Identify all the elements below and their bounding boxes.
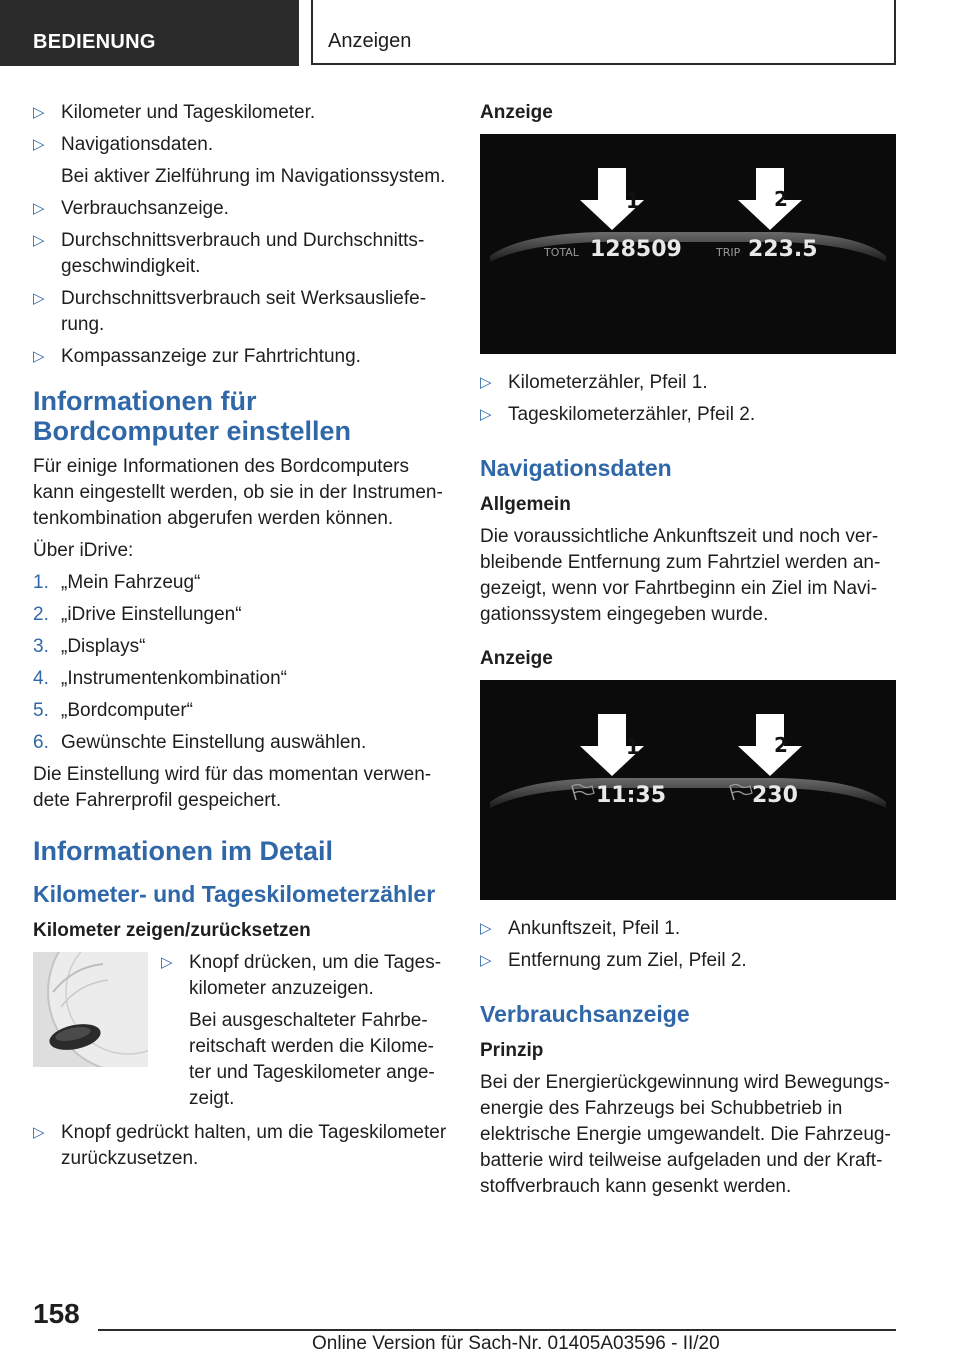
- list-item: ▷ Tageskilometerzähler, Pfeil 2.: [480, 402, 896, 428]
- total-label: TOTAL: [544, 246, 579, 259]
- list-item: ▷ Kompassanzeige zur Fahrtrichtung.: [33, 344, 447, 370]
- footer-divider: [98, 1329, 896, 1331]
- list-item: ▷ Ankunftszeit, Pfeil 1.: [480, 916, 896, 942]
- settings-note: Die Einstellung wird für das momentan verwendete Fahrerprofil gespeichert.: [33, 764, 432, 811]
- right-column: [480, 100, 896, 1206]
- heading-kilometer-reset: Kilometer zeigen/zurücksetzen: [33, 920, 311, 941]
- triangle-bullet-icon: ▷: [33, 1124, 45, 1141]
- section-tab: BEDIENUNG: [0, 0, 299, 66]
- principle-paragraph: Bei der Energierückgewinnung wird Bewegungsenergie des Fahrzeugs bei Schubbetrieb in elektrische Energie umgewandelt. Die Fahrzeugbatterie wird teilweise aufgeladen und der Kraftstoffverbrauch kann gesenkt werden.: [480, 1072, 891, 1197]
- heading-detail: Informationen im Detail: [33, 836, 334, 866]
- reset-knob-image: [33, 952, 148, 1067]
- page-number: 158: [33, 1298, 80, 1329]
- triangle-bullet-icon: ▷: [33, 290, 45, 307]
- triangle-bullet-icon: ▷: [33, 232, 45, 249]
- heading-principle: Prinzip: [480, 1040, 544, 1061]
- list-item: ▷ Knopf gedrückt halten, um die Tageskilometer zurückzusetzen.: [33, 1122, 447, 1169]
- trip-value: 223.5: [748, 237, 818, 262]
- triangle-bullet-icon: ▷: [480, 406, 492, 423]
- instrument-cluster-navigation-image: [480, 680, 896, 900]
- triangle-bullet-icon: ▷: [480, 920, 492, 937]
- list-item: ▷ Kilometerzähler, Pfeil 1.: [480, 370, 896, 396]
- list-item: ▷ Durchschnittsverbrauch seit Werksauslieferung.: [33, 288, 427, 335]
- list-item: ▷ Verbrauchsanzeige.: [33, 196, 447, 222]
- step-item: 6. Gewünschte Einstellung auswählen.: [33, 732, 367, 753]
- arrow-2-label: 2: [774, 733, 788, 757]
- heading-navigation-data: Navigationsdaten: [480, 455, 672, 481]
- navigation-paragraph: Die voraussichtliche Ankunftszeit und noch verbleibende Entfernung zum Fahrtziel werden angezeigt, wenn vor Fahrtbeginn ein Ziel im Navigationssystem eingegeben wurde.: [480, 526, 881, 625]
- list-item: ▷ Kilometer und Tageskilometer.: [33, 100, 447, 126]
- triangle-bullet-icon: ▷: [33, 200, 45, 217]
- step-item: 2. „iDrive Einstellungen“: [33, 604, 242, 625]
- heading-kilometer-counter: Kilometer- und Tageskilometerzähler: [33, 881, 436, 907]
- arrow-1-label: 1: [626, 189, 640, 213]
- trip-label: TRIP: [716, 246, 741, 259]
- list-item: ▷ Durchschnittsverbrauch und Durchschnittsgeschwindigkeit.: [33, 230, 425, 277]
- triangle-bullet-icon: ▷: [161, 954, 173, 971]
- triangle-bullet-icon: ▷: [33, 104, 45, 121]
- triangle-bullet-icon: ▷: [480, 374, 492, 391]
- list-item: ▷ Navigationsdaten. Bei aktiver Zielführung im Navigationssystem.: [33, 134, 446, 187]
- arrival-time-value: 11:35: [596, 783, 667, 808]
- triangle-bullet-icon: ▷: [480, 952, 492, 969]
- triangle-bullet-icon: ▷: [33, 136, 45, 153]
- heading-consumption: Verbrauchsanzeige: [480, 1001, 690, 1027]
- heading-display-1: Anzeige: [480, 102, 553, 123]
- footer-text: Online Version für Sach-Nr. 01405A03596 - II/20: [312, 1333, 720, 1354]
- step-item: 3. „Displays“: [33, 636, 146, 657]
- arrow-1-label: 1: [626, 735, 640, 759]
- instrument-cluster-odometer-image: [480, 134, 896, 354]
- page-chapter-title: Anzeigen: [311, 0, 896, 65]
- step-item: 5. „Bordcomputer“: [33, 700, 193, 721]
- step-item: 1. „Mein Fahrzeug“: [33, 572, 201, 593]
- step-item: 4. „Instrumentenkombination“: [33, 668, 287, 689]
- settings-paragraph: Für einige Informationen des Bordcomputers kann eingestellt werden, ob sie in der Instrumentenkombination abgerufen werden können.: [33, 456, 443, 529]
- idrive-label: Über iDrive:: [33, 540, 134, 561]
- list-item: ▷ Entfernung zum Ziel, Pfeil 2.: [480, 948, 896, 974]
- heading-general: Allgemein: [480, 494, 571, 515]
- arrow-2-label: 2: [774, 187, 788, 211]
- left-column: [33, 100, 447, 1178]
- heading-settings: Informationen für Bordcomputer einstellen: [33, 386, 352, 446]
- heading-display-2: Anzeige: [480, 648, 553, 669]
- distance-value: 230: [752, 783, 798, 808]
- list-item: ▷ Knopf drücken, um die Tageskilometer anzuzeigen. Bei ausgeschalteter Fahrbereitschaft werden die Kilometer und Tageskilometer angezeigt.: [161, 952, 442, 1109]
- total-value: 128509: [590, 237, 682, 262]
- triangle-bullet-icon: ▷: [33, 348, 45, 365]
- knob-section: [33, 950, 447, 1112]
